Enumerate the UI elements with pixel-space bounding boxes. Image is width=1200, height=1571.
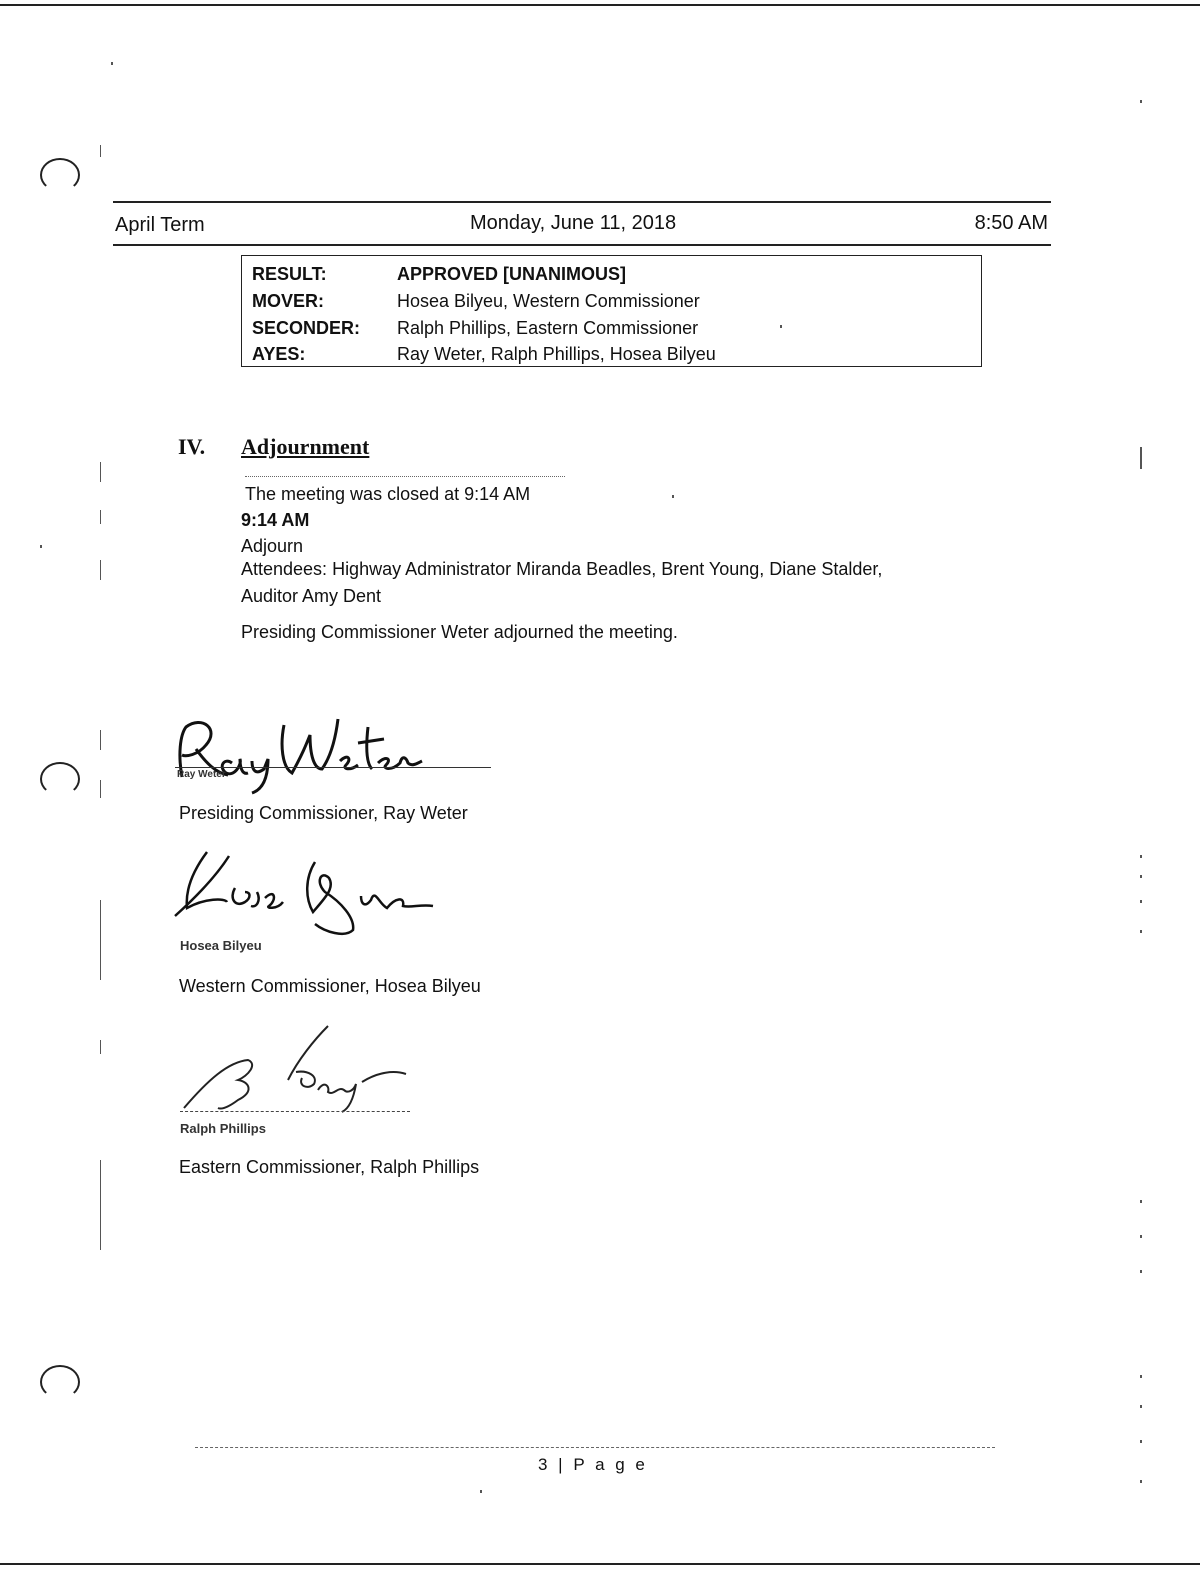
mover-value: Hosea Bilyeu, Western Commissioner [397, 291, 700, 311]
signature-caption: Eastern Commissioner, Ralph Phillips [179, 1157, 480, 1177]
scan-speck [100, 730, 101, 750]
scan-speck [100, 145, 101, 157]
scan-bottom-edge [0, 1563, 1200, 1565]
scan-speck [1140, 1405, 1142, 1408]
scan-speck [100, 780, 101, 798]
seconder-label: SECONDER: [252, 318, 361, 338]
page-header [115, 212, 1048, 242]
scan-speck [1140, 930, 1142, 933]
seconder-value: Ralph Phillips, Eastern Commissioner [397, 318, 699, 338]
signature-ralph-phillips [178, 1020, 418, 1120]
header-term: April Term [115, 214, 205, 236]
header-rule-bottom [113, 244, 1051, 246]
signature-ray-weter [172, 705, 452, 800]
scan-speck [100, 1040, 101, 1054]
signature-printed-name: Ray Weter [177, 769, 226, 780]
scan-speck [1140, 100, 1142, 103]
section-number: IV. [178, 434, 206, 459]
scan-speck [1140, 447, 1142, 469]
header-date: Monday, June 11, 2018 [470, 212, 677, 234]
scan-speck [100, 462, 101, 482]
signature-hosea-bilyeu [165, 848, 445, 938]
scan-speck [100, 560, 101, 580]
section-title: Adjournment [241, 434, 370, 459]
footer-scan-dashes [195, 1447, 995, 1449]
punch-hole-middle [40, 762, 80, 796]
adjourn-action: Adjourn [241, 536, 304, 556]
adjourn-time: 9:14 AM [241, 510, 310, 530]
result-value: APPROVED [UNANIMOUS] [397, 264, 627, 284]
header-time: 8:50 AM [974, 212, 1048, 234]
scan-speck [1140, 1200, 1142, 1203]
signature-caption: Western Commissioner, Hosea Bilyeu [179, 976, 481, 996]
signature-line [175, 767, 491, 768]
scan-speck [1140, 1235, 1142, 1238]
scan-speck [1140, 1375, 1142, 1378]
scan-speck [100, 510, 101, 524]
punch-hole-bottom [40, 1365, 80, 1399]
scan-speck [100, 1160, 101, 1250]
scan-speck [1140, 1440, 1142, 1443]
signature-caption: Presiding Commissioner, Ray Weter [179, 803, 468, 823]
motion-result-box [241, 255, 982, 367]
page-number: 3 | P a g e [538, 1455, 648, 1474]
signature-printed-name: Ralph Phillips [180, 1121, 266, 1136]
scan-speck [1140, 900, 1142, 903]
result-label: RESULT: [252, 264, 327, 284]
ayes-label: AYES: [252, 344, 306, 364]
scan-speck [111, 62, 113, 65]
scan-speck [1140, 875, 1142, 878]
scan-speck [100, 900, 101, 980]
ayes-value: Ray Weter, Ralph Phillips, Hosea Bilyeu [397, 344, 716, 364]
scan-speck [1140, 1270, 1142, 1273]
scan-speck [480, 1490, 482, 1493]
scan-speck [1140, 1480, 1142, 1483]
adjourned-text: Presiding Commissioner Weter adjourned the meeting. [241, 622, 678, 642]
scan-speck [672, 495, 674, 498]
attendees-line-1: Attendees: Highway Administrator Miranda Beadles, Brent Young, Diane Stalder, [241, 559, 883, 579]
meeting-closed-text: The meeting was closed at 9:14 AM [245, 484, 531, 504]
scan-speck [40, 545, 42, 548]
scan-dots [245, 476, 565, 478]
signature-printed-name: Hosea Bilyeu [180, 938, 262, 953]
attendees-line-2: Auditor Amy Dent [241, 586, 382, 606]
punch-hole-top [40, 158, 80, 192]
signature-line [180, 1111, 410, 1113]
mover-label: MOVER: [252, 291, 324, 311]
header-rule-top [113, 201, 1051, 203]
scan-top-edge [0, 4, 1200, 6]
scan-speck [1140, 855, 1142, 858]
